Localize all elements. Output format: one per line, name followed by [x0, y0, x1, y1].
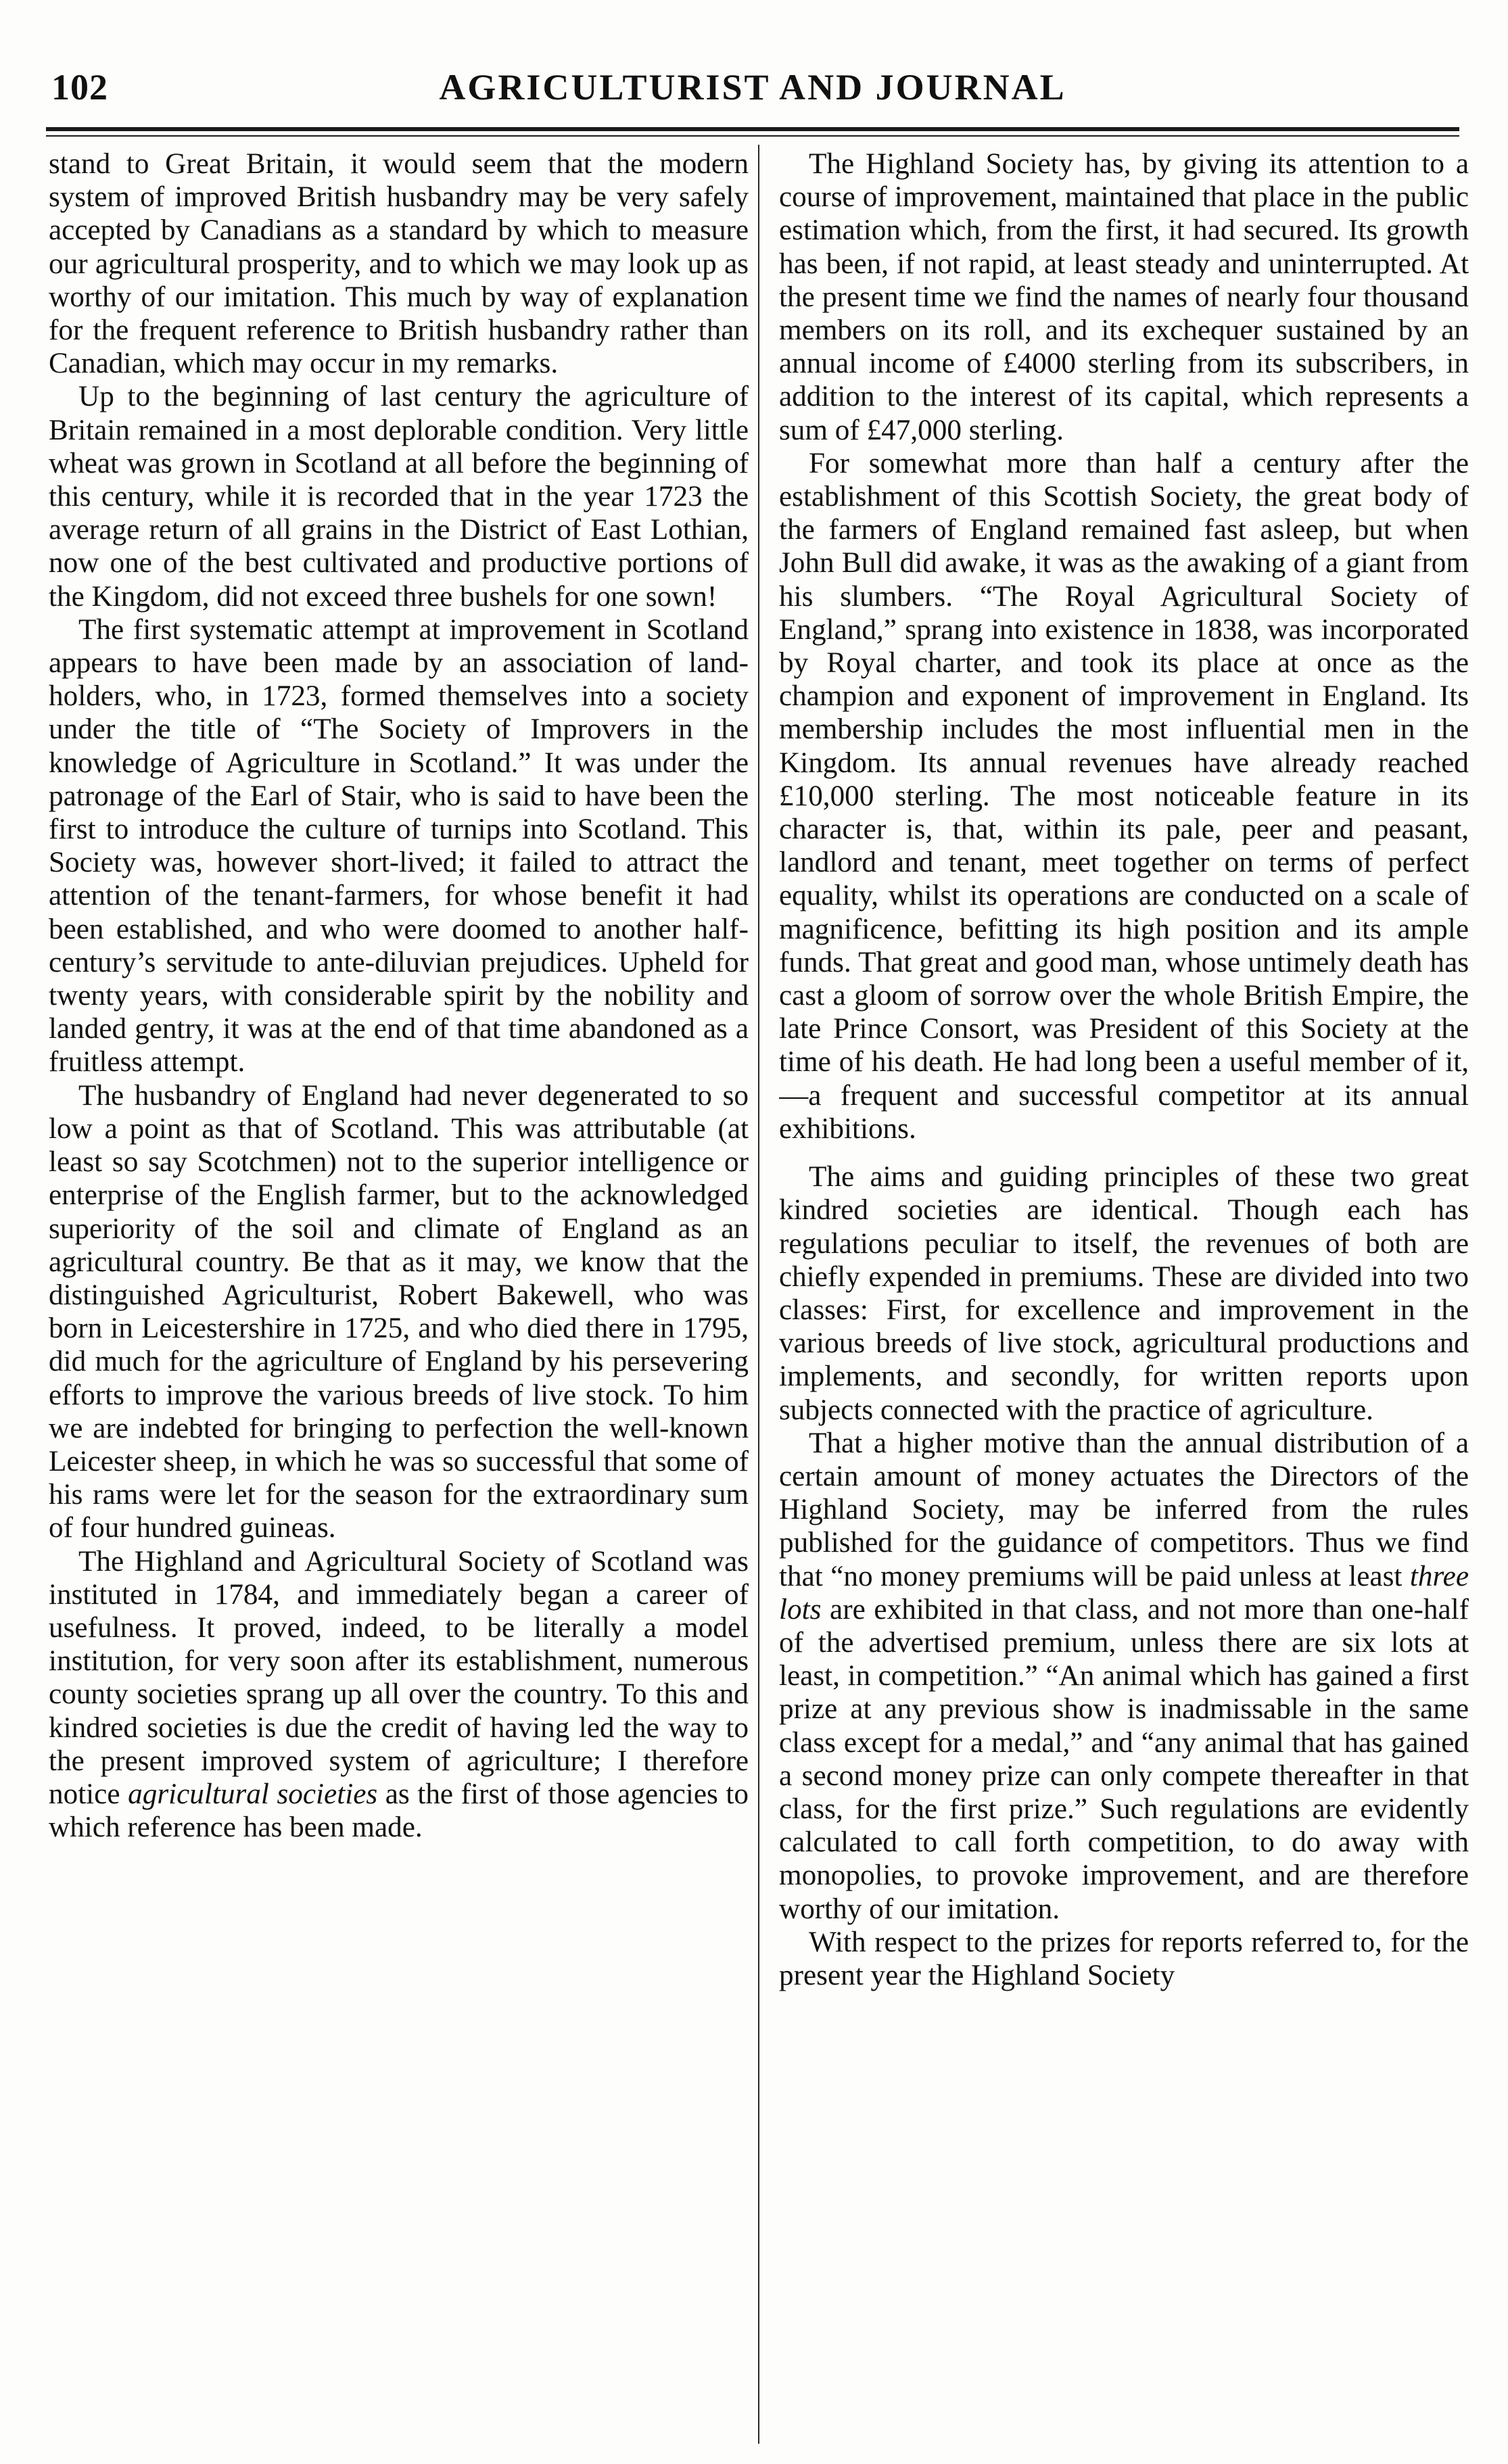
column-divider — [758, 145, 759, 2444]
paragraph: The husbandry of England had never degenerated to so low a point as that of Scotland. This was attributable (at least so say Scotchmen) not to the superior intelligence or enterprise of the English farmer, but to the acknowledged superiority of the soil and climate of England as an agricultural country. Be that as it may, we know that the distinguished Agriculturist, Robert Bakewell, who was born in Leicestershire in 1725, and who died there in 1795, did much for the agriculture of England by his persevering efforts to improve the various breeds of live stock. To him we are indebted for bringing to perfection the well-known Leicester sheep, in which he was so successful that some of his rams were let for the season for the extraordinary sum of four hundred guineas. — [49, 1079, 749, 1544]
paragraph: The first systematic attempt at improvement in Scotland appears to have been made by an association of land-holders, who, in 1723, formed themselves into a society under the title of “The Society of Improvers in the knowledge of Agriculture in Scotland.” It was under the patronage of the Earl of Stair, who is said to have been the first to introduce the culture of turnips into Scotland. This Society was, however short-lived; it failed to attract the attention of the tenant-farmers, for whose benefit it had been established, and who were doomed to another half-century’s servitude to ante-diluvian prejudices. Upheld for twenty years, with considerable spirit by the nobility and landed gentry, it was at the end of that time abandoned as a fruitless attempt. — [49, 613, 749, 1079]
text-run: as the first of those agencies to which reference has been made. — [49, 1778, 749, 1844]
right-column — [779, 147, 1469, 2440]
page-number: 102 — [51, 67, 108, 108]
paragraph-highland-society — [49, 1545, 749, 1845]
text-run: The Highland and Agricultural Society of Scotland was instituted in 1784, and immediately began a career of usefulness. It proved, indeed, to be literally a model institution, for very soon after its establishment, numerous county societies sprang up all over the country. To this and kindred societies is due the credit of having led the way to the present improved system of agriculture; I therefore notice — [49, 1545, 749, 1810]
page-header — [46, 62, 1459, 116]
paragraph: For somewhat more than half a century after the establishment of this Scottish Society, the great body of the farmers of England remained fast asleep, but when John Bull did awake, it was as the awaking of a giant from his slumbers. “The Royal Agricultural Society of England,” sprang into existence in 1838, was incorporated by Royal charter, and took its place at once as the champion and exponent of improvement in England. Its membership includes the most influential men in the Kingdom. Its annual revenues have already reached £10,000 sterling. The most noticeable feature in its character is, that, within its pale, peer and peasant, landlord and tenant, meet together on terms of perfect equality, whilst its operations are conducted on a scale of magnificence, befitting its high position and its ample funds. That great and good man, whose untimely death has cast a gloom of sorrow over the whole British Empire, the late Prince Consort, was President of this Society at the time of his death. He had long been a useful member of it,—a frequent and successful competitor at its annual exhibitions. — [779, 447, 1469, 1145]
header-rule-thin — [46, 135, 1459, 137]
running-title: AGRICULTURIST AND JOURNAL — [439, 67, 1066, 108]
paragraph: With respect to the prizes for reports referred to, for the present year the Highland Society — [779, 1926, 1469, 1991]
italic-run: agricultural societies — [128, 1778, 378, 1810]
paragraph: Up to the beginning of last century the agriculture of Britain remained in a most deplorable condition. Very little wheat was grown in Scotland at all before the beginning of this century, while it is recorded that in the year 1723 the average return of all grains in the District of East Lothian, now one of the best cultivated and productive portions of the Kingdom, did not exceed three bushels for one sown! — [49, 381, 749, 613]
header-rule-thick — [46, 127, 1459, 131]
left-column — [49, 147, 749, 2440]
paragraph: The aims and guiding principles of these two great kindred societies are identical. Though each has regulations peculiar to itself, the revenues of both are chiefly expended in premiums. These are divided into two classes: First, for excellence and improvement in the various breeds of live stock, agricultural productions and implements, and secondly, for written reports upon subjects connected with the practice of agriculture. — [779, 1161, 1469, 1426]
paragraph: The Highland Society has, by giving its attention to a course of improvement, maintained that place in the public estimation which, from the first, it had secured. Its growth has been, if not rapid, at least steady and uninterrupted. At the present time we find the names of nearly four thousand members on its roll, and its exchequer sustained by an annual income of £4000 sterling from its subscribers, in addition to the interest of its capital, which represents a sum of £47,000 sterling. — [779, 148, 1469, 446]
paragraph: stand to Great Britain, it would seem that the modern system of improved British husbandry may be very safely accepted by Canadians as a standard by which to measure our agricultural prosperity, and to which we may look up as worthy of our imitation. This much by way of explanation for the frequent reference to British husbandry rather than Canadian, which may occur in my remarks. — [49, 148, 749, 380]
text-run: are exhibited in that class, and not more than one-half of the advertised premium, unless there are six lots at least, in competition.” “An animal which has gained a first prize at any previous show is inadmissable in the same class except for a medal,” and “any animal that has gained a second money prize can only compete thereafter in that class, for the first prize.” Such regulations are evidently calculated to call forth competition, to do away with monopolies, to provoke improvement, and are therefore worthy of our imitation. — [779, 1593, 1469, 1925]
paragraph-competition-rules — [779, 1427, 1469, 1926]
italic-run: three lots — [779, 1560, 1469, 1626]
text-run: That a higher motive than the annual distribution of a certain amount of money actuates the Directors of the Highland Society, may be inferred from the rules published for the guidance of competitors. Thus we find that “no money premiums will be paid unless at least — [779, 1427, 1469, 1592]
